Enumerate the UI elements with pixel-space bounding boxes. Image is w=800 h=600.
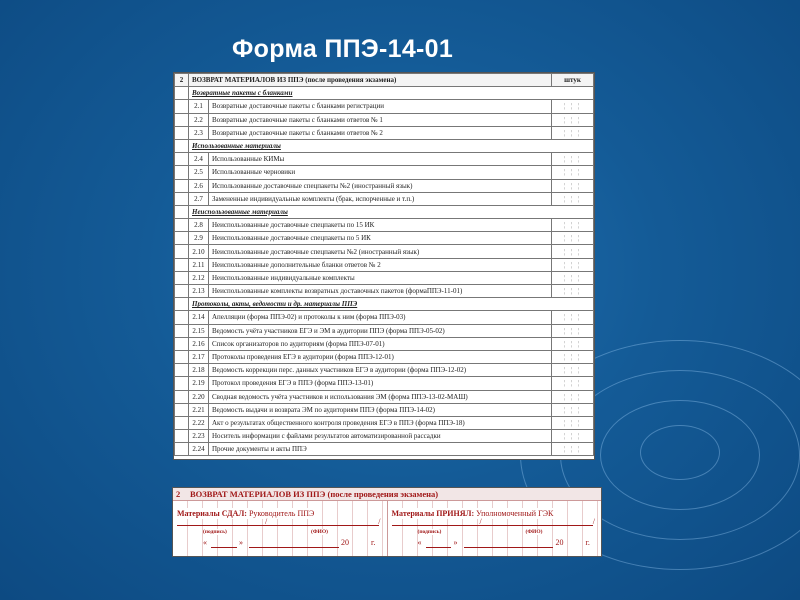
day-field[interactable] xyxy=(426,547,452,548)
row-number: 2.22 xyxy=(189,416,209,429)
section-row xyxy=(175,139,594,152)
row-description: Возвратные доставочные пакеты с бланками ответов № 2 xyxy=(209,126,552,139)
received-block: Материалы ПРИНЯЛ: Уполномоченный ГЭК / / (подпись) (ФИО) « » 20 г. xyxy=(388,501,602,556)
table-row xyxy=(175,377,594,390)
quantity-cell[interactable]: ¦ ¦ ¦ xyxy=(552,271,594,284)
row-description: Неиспользованные доставочные спецпакеты по 15 ИК xyxy=(209,219,552,232)
section-row xyxy=(175,205,594,218)
quantity-cell[interactable]: ¦ ¦ ¦ xyxy=(552,285,594,298)
row-number: 2.5 xyxy=(189,166,209,179)
quantity-cell[interactable]: ¦ ¦ ¦ xyxy=(552,192,594,205)
row-description: Неиспользованные дополнительные бланки ответов № 2 xyxy=(209,258,552,271)
date-year: 20 xyxy=(341,538,349,547)
row-description: Замененные индивидуальные комплекты (брак, испорченные и т.п.) xyxy=(209,192,552,205)
row-description: Протокол проведения ЕГЭ в ППЭ (форма ППЭ-13-01) xyxy=(209,377,552,390)
section-number: 2 xyxy=(176,489,181,499)
row-description: Апелляции (форма ППЭ-02) и протоколы к ним (форма ППЭ-03) xyxy=(209,311,552,324)
date-year-suffix: г. xyxy=(585,538,590,547)
table-row xyxy=(175,232,594,245)
month-field[interactable] xyxy=(249,547,339,548)
table-row xyxy=(175,350,594,363)
quantity-cell[interactable]: ¦ ¦ ¦ xyxy=(552,416,594,429)
row-number: 2.19 xyxy=(189,377,209,390)
row-description: Список организаторов по аудиториям (форма ППЭ-07-01) xyxy=(209,337,552,350)
section-title: ВОЗВРАТ МАТЕРИАЛОВ ИЗ ППЭ (после проведения экзамена) xyxy=(190,489,439,499)
section-row xyxy=(175,298,594,311)
row-number: 2.23 xyxy=(189,430,209,443)
header-number: 2 xyxy=(175,74,189,87)
table-row xyxy=(175,192,594,205)
row-number: 2.14 xyxy=(189,311,209,324)
quantity-cell[interactable]: ¦ ¦ ¦ xyxy=(552,390,594,403)
row-description: Неиспользованные индивидуальные комплекты xyxy=(209,271,552,284)
row-number: 2.13 xyxy=(189,285,209,298)
quantity-cell[interactable]: ¦ ¦ ¦ xyxy=(552,153,594,166)
row-number: 2.12 xyxy=(189,271,209,284)
row-number: 2.21 xyxy=(189,403,209,416)
quantity-cell[interactable]: ¦ ¦ ¦ xyxy=(552,377,594,390)
received-label: Материалы ПРИНЯЛ: Уполномоченный ГЭК xyxy=(391,509,554,518)
table-header-row xyxy=(175,74,594,87)
day-field[interactable] xyxy=(211,547,237,548)
row-description: Неиспользованные комплекты возвратных доставочных пакетов (формаППЭ-11-01) xyxy=(209,285,552,298)
row-number: 2.17 xyxy=(189,350,209,363)
table-row xyxy=(175,285,594,298)
row-number: 2.11 xyxy=(189,258,209,271)
table-row xyxy=(175,430,594,443)
handed-over-block: Материалы СДАЛ: Руководитель ППЭ / / (подпись) (ФИО) « » 20 г. xyxy=(173,501,388,556)
row-description: Носитель информации с файлами результатов автоматизированной рассадки xyxy=(209,430,552,443)
quantity-cell[interactable]: ¦ ¦ ¦ xyxy=(552,258,594,271)
table-row xyxy=(175,258,594,271)
row-description: Сводная ведомость учёта участников и использования ЭМ (форма ППЭ-13-02-МАШ) xyxy=(209,390,552,403)
table-row xyxy=(175,443,594,456)
section-title: Использованные материалы xyxy=(189,139,594,152)
table-row xyxy=(175,126,594,139)
quantity-cell[interactable]: ¦ ¦ ¦ xyxy=(552,350,594,363)
row-description: Неиспользованные доставочные спецпакеты №2 (иностранный язык) xyxy=(209,245,552,258)
quantity-cell[interactable]: ¦ ¦ ¦ xyxy=(552,232,594,245)
row-description: Использованные черновики xyxy=(209,166,552,179)
section-title: Протоколы, акты, ведомости и др. материалы ППЭ xyxy=(189,298,594,311)
handed-over-label: Материалы СДАЛ: Руководитель ППЭ xyxy=(177,509,315,518)
row-number: 2.7 xyxy=(189,192,209,205)
quantity-cell[interactable]: ¦ ¦ ¦ xyxy=(552,166,594,179)
table-row xyxy=(175,311,594,324)
header-quantity: штук xyxy=(552,74,594,87)
table-row xyxy=(175,100,594,113)
table-row xyxy=(175,403,594,416)
quantity-cell[interactable]: ¦ ¦ ¦ xyxy=(552,430,594,443)
row-description: Ведомость учёта участников ЕГЭ и ЭМ в аудитории ППЭ (форма ППЭ-05-02) xyxy=(209,324,552,337)
row-number: 2.2 xyxy=(189,113,209,126)
signature-form xyxy=(172,487,602,557)
table-row xyxy=(175,271,594,284)
date-year: 20 xyxy=(555,538,564,547)
quantity-cell[interactable]: ¦ ¦ ¦ xyxy=(552,337,594,350)
quantity-cell[interactable]: ¦ ¦ ¦ xyxy=(552,219,594,232)
row-number: 2.24 xyxy=(189,443,209,456)
row-number: 2.6 xyxy=(189,179,209,192)
header-title: ВОЗВРАТ МАТЕРИАЛОВ ИЗ ППЭ (после проведения экзамена) xyxy=(189,74,552,87)
row-description: Акт о результатах общественного контроля проведения ЕГЭ в ППЭ (форма ППЭ-18) xyxy=(209,416,552,429)
row-number: 2.1 xyxy=(189,100,209,113)
quantity-cell[interactable]: ¦ ¦ ¦ xyxy=(552,179,594,192)
signature-form-header xyxy=(173,488,601,501)
row-number: 2.10 xyxy=(189,245,209,258)
form-table-sheet xyxy=(173,72,595,460)
row-description: Возвратные доставочные пакеты с бланками ответов № 1 xyxy=(209,113,552,126)
table-row xyxy=(175,337,594,350)
signature-line[interactable] xyxy=(177,525,379,526)
quantity-cell[interactable]: ¦ ¦ ¦ xyxy=(552,245,594,258)
table-row xyxy=(175,416,594,429)
quantity-cell[interactable]: ¦ ¦ ¦ xyxy=(552,364,594,377)
quantity-cell[interactable]: ¦ ¦ ¦ xyxy=(552,324,594,337)
table-row xyxy=(175,113,594,126)
sign-caption: (подпись) xyxy=(203,529,227,535)
table-row xyxy=(175,153,594,166)
quantity-cell[interactable]: ¦ ¦ ¦ xyxy=(552,113,594,126)
row-description: Неиспользованные доставочные спецпакеты по 5 ИК xyxy=(209,232,552,245)
row-description: Использованные КИМы xyxy=(209,153,552,166)
row-description: Использованные доставочные спецпакеты №2 (иностранный язык) xyxy=(209,179,552,192)
quantity-cell[interactable]: ¦ ¦ ¦ xyxy=(552,403,594,416)
row-number: 2.9 xyxy=(189,232,209,245)
row-number: 2.3 xyxy=(189,126,209,139)
date-open-quote: « xyxy=(417,538,422,547)
row-number: 2.16 xyxy=(189,337,209,350)
date-open-quote: « xyxy=(203,538,207,547)
signature-line[interactable] xyxy=(392,525,594,526)
table-row xyxy=(175,166,594,179)
sign-caption: (подпись) xyxy=(417,529,442,535)
form-table xyxy=(174,73,594,456)
table-row xyxy=(175,364,594,377)
table-row xyxy=(175,390,594,403)
row-number: 2.20 xyxy=(189,390,209,403)
row-number: 2.18 xyxy=(189,364,209,377)
row-description: Возвратные доставочные пакеты с бланками регистрации xyxy=(209,100,552,113)
table-row xyxy=(175,324,594,337)
row-number: 2.4 xyxy=(189,153,209,166)
section-title: Неиспользованные материалы xyxy=(189,205,594,218)
date-close-quote: » xyxy=(239,538,243,547)
row-description: Ведомость выдачи и возврата ЭМ по аудиториям ППЭ (форма ППЭ-14-02) xyxy=(209,403,552,416)
row-number: 2.15 xyxy=(189,324,209,337)
row-description: Прочие документы и акты ППЭ xyxy=(209,443,552,456)
quantity-cell[interactable]: ¦ ¦ ¦ xyxy=(552,100,594,113)
quantity-cell[interactable]: ¦ ¦ ¦ xyxy=(552,311,594,324)
table-row xyxy=(175,179,594,192)
date-close-quote: » xyxy=(453,538,458,547)
slide-title: Форма ППЭ-14-01 xyxy=(232,35,454,63)
quantity-cell[interactable]: ¦ ¦ ¦ xyxy=(552,443,594,456)
quantity-cell[interactable]: ¦ ¦ ¦ xyxy=(552,126,594,139)
row-description: Ведомость коррекции перс. данных участников ЕГЭ в аудитории (форма ППЭ-12-02) xyxy=(209,364,552,377)
section-row xyxy=(175,87,594,100)
ripple-decoration xyxy=(640,425,720,480)
table-row xyxy=(175,219,594,232)
row-description: Протоколы проведения ЕГЭ в аудитории (форма ППЭ-12-01) xyxy=(209,350,552,363)
month-field[interactable] xyxy=(464,547,554,548)
row-number: 2.8 xyxy=(189,219,209,232)
section-title: Возвратные пакеты с бланками xyxy=(189,87,594,100)
fio-caption: (ФИО) xyxy=(311,529,328,535)
date-year-suffix: г. xyxy=(371,538,376,547)
fio-caption: (ФИО) xyxy=(525,529,543,535)
table-row xyxy=(175,245,594,258)
